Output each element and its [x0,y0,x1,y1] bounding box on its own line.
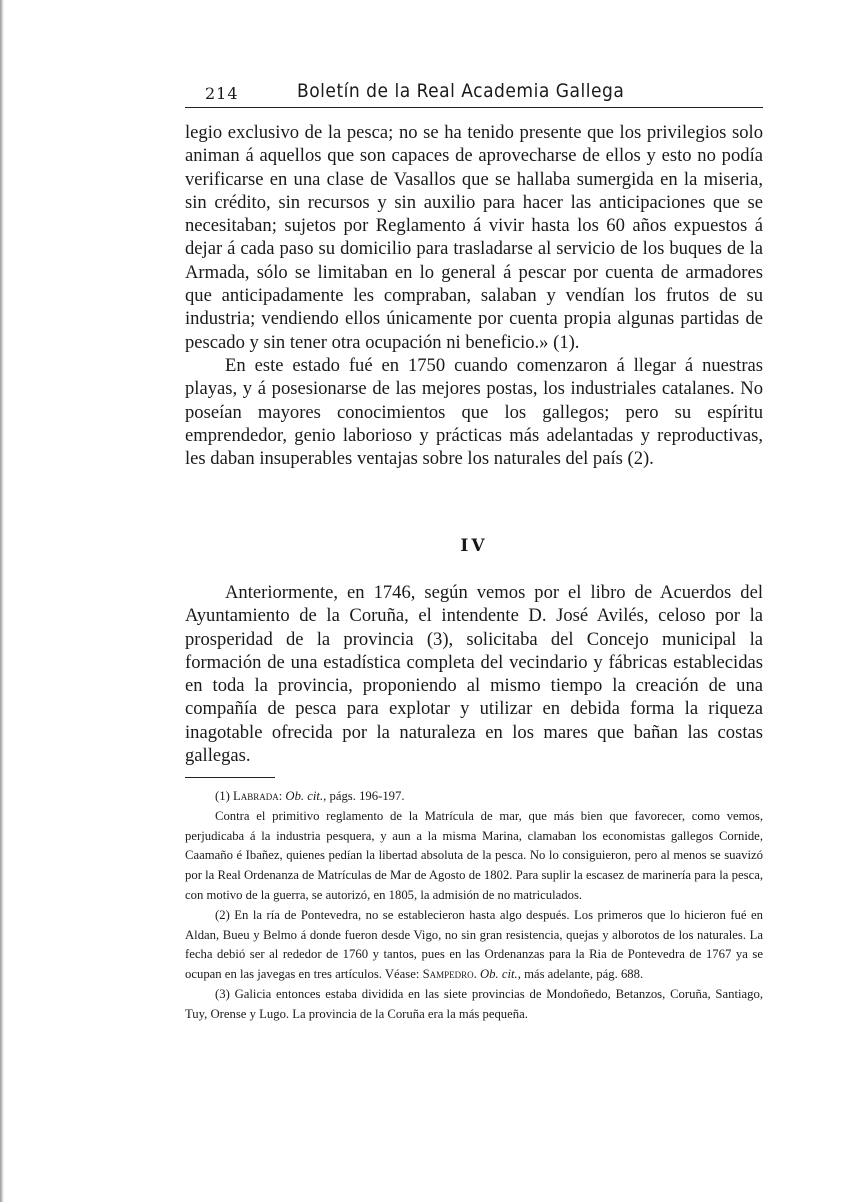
footnote-marker: (2) [215,907,230,922]
footnote-work: Ob. cit., [480,967,521,982]
paragraph: legio exclusivo de la pesca; no se ha tenido presente que los privilegios solo animan á aquellos que son capaces de aprovecharse de ellos y esto no podía verificarse en una clase de Vasallos que se hallaba sumergida en la miseria, sin crédito, sin recursos y sin auxilio para hacer las anticipaciones que se necesitaban; sujetos por Reglamento á vivir hasta los 60 años expuestos á dejar á cada paso su domicilio para trasladarse al servicio de los buques de la Armada, sólo se limitaban en lo general á pescar por cuenta de armadores que anticipadamente les compraban, salaban y vendían los frutos de su industria; vendiendo ellos únicamente por cuenta propia algunas partidas de pescado y sin tener otra ocupación ni beneficio.» (1). [185,122,763,353]
paragraph: Anteriormente, en 1746, según vemos por el libro de Acuerdos del Ayuntamiento de la Coruña, el intendente D. José Avilés, celoso por la prosperidad de la provincia (3), solicitaba del Concejo municipal la formación de una estadística completa del vecindario y fábricas establecidas en toda la provincia, proponiendo al mismo tiempo la creación de una compañía de pesca para explotar y utilizar en debida forma la riqueza inagotable ofrecida por la naturaleza en los mares que bañan las costas gallegas. [185,582,763,767]
page-number: 214 [205,84,239,103]
footnote-author: Labrada: [232,789,283,803]
footnote-3 [185,985,763,1025]
footnote-tail: más adelante, pág. 688. [524,967,644,982]
footnote-work: Ob. cit., [285,789,327,803]
footnote-text: Galicia entonces estaba dividida en las siete provincias de Mondoñedo, Betanzos, Coruña, Santiago, Tuy, Orense y Lugo. La provincia de la Coruña era la más pequeña. [185,986,763,1021]
footnote-2 [185,906,763,985]
running-title: Boletín de la Real Academia Gallega [297,80,625,102]
section-text [185,581,763,767]
footnote-1-citation [185,787,763,807]
footnote-rule [185,777,275,778]
footnote-pages: págs. 196-197. [329,789,405,803]
page-header [185,80,763,106]
footnote-text: En la ría de Pontevedra, no se establecieron hasta algo después. Los primeros que lo hicieron fué en Aldan, Bueu y Belmo á donde fueron desde Vigo, no sin gran resistencia, quejas y alborotos de los naturales. La fecha debió ser al rededor de 1760 y tantos, pues en las Ordenanzas para la Ria de Pontevedra de 1767 ya se ocupan en las javegas en tres artículos. Véase: [185,907,764,982]
footnote-1-text: Contra el primitivo reglamento de la Matrícula de mar, que más bien que favorecer, como vemos, perjudicaba á la industria pesquera, y aun a la misma Marina, clamaban los economistas gallegos Cornide, Caamaño é Ibañez, quienes pedían la libertad absoluta de la pesca. No lo consiguieron, pero al menos se suavizó por la Real Ordenanza de Matrículas de Mar de Agosto de 1802. Para suplir la escasez de marinería para la pesca, con motivo de la guerra, se autorizó, en 1805, la admisión de no matriculados. [185,808,763,902]
header-rule [185,107,763,108]
paragraph: En este estado fué en 1750 cuando comenzaron á llegar á nuestras playas, y á posesionarse de las mejores postas, los industriales catalanes. No poseían mayores conocimientos que los gallegos; pero su espíritu emprendedor, genio laborioso y prácticas más adelantadas y reproductivas, les daban insuperables ventajas sobre los naturales del país (2). [185,354,763,470]
footnote-marker: (3) [215,986,230,1001]
section-number: IV [460,536,488,556]
body-text [185,121,763,470]
footnotes [185,787,763,1025]
footnote-marker: (1) [215,789,230,803]
scan-edge [0,0,4,1202]
footnote-author: Sampedro. [422,967,477,982]
